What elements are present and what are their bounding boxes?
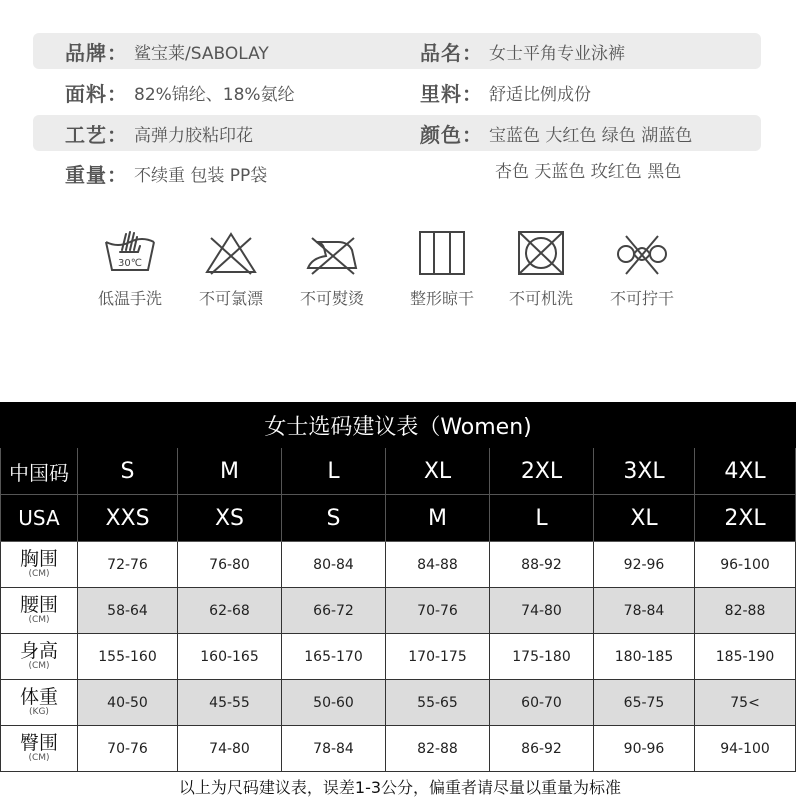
spec-value-color: 宝蓝色 大红色 绿色 湖蓝色 <box>489 125 693 146</box>
table-cell: 88-92 <box>490 542 594 588</box>
usa-size: L <box>490 495 594 542</box>
table-cell: 160-165 <box>178 634 282 680</box>
table-row-height <box>1 634 796 680</box>
spec-label-color: 颜色： <box>420 122 483 147</box>
table-cell: 80-84 <box>282 542 386 588</box>
cn-size: S <box>78 448 178 495</box>
table-cell: 60-70 <box>490 680 594 726</box>
usa-size: S <box>282 495 386 542</box>
usa-size: 2XL <box>695 495 796 542</box>
table-cell: 65-75 <box>594 680 695 726</box>
spec-value-craft: 高弹力胶粘印花 <box>134 125 253 146</box>
cn-size: L <box>282 448 386 495</box>
spec-row-fabric <box>33 74 761 110</box>
spec-label-craft: 工艺： <box>65 122 128 147</box>
table-cell: 78-84 <box>282 726 386 772</box>
usa-size-header: USA <box>1 495 78 542</box>
table-cell: 165-170 <box>282 634 386 680</box>
spec-value-fabric: 82%锦纶、18%氨纶 <box>134 84 295 105</box>
size-footnote: 以上为尺码建议表，误差1-3公分，偏重者请尽量以重量为标准 <box>178 778 622 797</box>
table-cell: 92-96 <box>594 542 695 588</box>
table-cell: 185-190 <box>695 634 796 680</box>
cn-size: XL <box>386 448 490 495</box>
spec-label-product: 品名： <box>420 40 483 65</box>
size-chart-table <box>0 402 796 772</box>
cn-size: M <box>178 448 282 495</box>
care-label-dry-flat: 整形晾干 <box>409 289 474 308</box>
cn-size: 3XL <box>594 448 695 495</box>
cn-size: 4XL <box>695 448 796 495</box>
table-cell: 155-160 <box>78 634 178 680</box>
cn-size-header: 中国码 <box>1 448 78 495</box>
table-cell: 55-65 <box>386 680 490 726</box>
usa-size: XS <box>178 495 282 542</box>
table-cell: 96-100 <box>695 542 796 588</box>
care-item-no-iron <box>282 228 382 309</box>
no-wring-icon <box>612 228 672 278</box>
care-item-hand-wash <box>80 228 180 309</box>
table-cell: 72-76 <box>78 542 178 588</box>
spec-value-weight: 不续重 包装 PP袋 <box>134 165 268 186</box>
spec-row-craft <box>33 115 761 151</box>
usa-size: XL <box>594 495 695 542</box>
table-cell: 70-76 <box>78 726 178 772</box>
size-chart-title: 女士选码建议表（Women) <box>1 403 796 448</box>
spec-label-fabric: 面料： <box>65 81 128 106</box>
table-cell: 58-64 <box>78 588 178 634</box>
table-cell: 62-68 <box>178 588 282 634</box>
care-label-hand-wash: 低温手洗 <box>97 289 162 308</box>
no-machine-wash-icon <box>511 228 571 278</box>
table-row-bust <box>1 542 796 588</box>
care-label-no-wring: 不可拧干 <box>609 289 674 308</box>
table-cell: 82-88 <box>386 726 490 772</box>
table-cell: 90-96 <box>594 726 695 772</box>
table-row-hip <box>1 726 796 772</box>
care-item-no-wring <box>592 228 692 309</box>
row-header-bust: 胸围 (CM) <box>1 542 78 588</box>
table-cell: 84-88 <box>386 542 490 588</box>
table-cell: 45-55 <box>178 680 282 726</box>
table-cell: 86-92 <box>490 726 594 772</box>
spec-label-brand: 品牌： <box>65 40 128 65</box>
usa-size: XXS <box>78 495 178 542</box>
table-cell: 66-72 <box>282 588 386 634</box>
care-label-no-machine-wash: 不可机洗 <box>508 289 573 308</box>
row-header-waist: 腰围 (CM) <box>1 588 78 634</box>
table-cell: 74-80 <box>490 588 594 634</box>
table-cell: 75< <box>695 680 796 726</box>
spec-row-brand <box>33 33 761 69</box>
spec-label-lining: 里料： <box>420 81 483 106</box>
wash-temp: 30℃ <box>118 258 142 269</box>
no-iron-icon <box>302 228 362 278</box>
usa-size-row <box>1 495 796 542</box>
spec-label-weight: 重量： <box>65 162 128 187</box>
row-header-weight: 体重 (KG) <box>1 680 78 726</box>
spec-value-color-line2: 杏色 天蓝色 玫红色 黑色 <box>495 162 682 182</box>
table-cell: 78-84 <box>594 588 695 634</box>
table-cell: 175-180 <box>490 634 594 680</box>
care-item-no-bleach <box>181 228 281 309</box>
no-bleach-icon <box>201 228 261 278</box>
hand-wash-30c-icon <box>100 228 160 278</box>
care-item-no-machine-wash <box>491 228 591 309</box>
table-cell: 94-100 <box>695 726 796 772</box>
care-label-no-iron: 不可熨烫 <box>299 289 364 308</box>
spec-value-lining: 舒适比例成份 <box>489 84 591 105</box>
spec-value-brand: 鲨宝莱/SABOLAY <box>134 43 269 64</box>
cn-size: 2XL <box>490 448 594 495</box>
usa-size: M <box>386 495 490 542</box>
row-header-hip: 臀围 (CM) <box>1 726 78 772</box>
table-cell: 82-88 <box>695 588 796 634</box>
dry-flat-icon <box>412 228 472 278</box>
table-cell: 70-76 <box>386 588 490 634</box>
row-header-height: 身高 (CM) <box>1 634 78 680</box>
table-cell: 170-175 <box>386 634 490 680</box>
cn-size-row <box>1 448 796 495</box>
table-cell: 180-185 <box>594 634 695 680</box>
table-row-weight <box>1 680 796 726</box>
table-row-waist <box>1 588 796 634</box>
spec-value-product: 女士平角专业泳裤 <box>489 43 625 64</box>
table-cell: 40-50 <box>78 680 178 726</box>
care-label-no-bleach: 不可氯漂 <box>198 289 263 308</box>
care-item-dry-flat <box>392 228 492 309</box>
table-cell: 50-60 <box>282 680 386 726</box>
table-cell: 74-80 <box>178 726 282 772</box>
table-cell: 76-80 <box>178 542 282 588</box>
